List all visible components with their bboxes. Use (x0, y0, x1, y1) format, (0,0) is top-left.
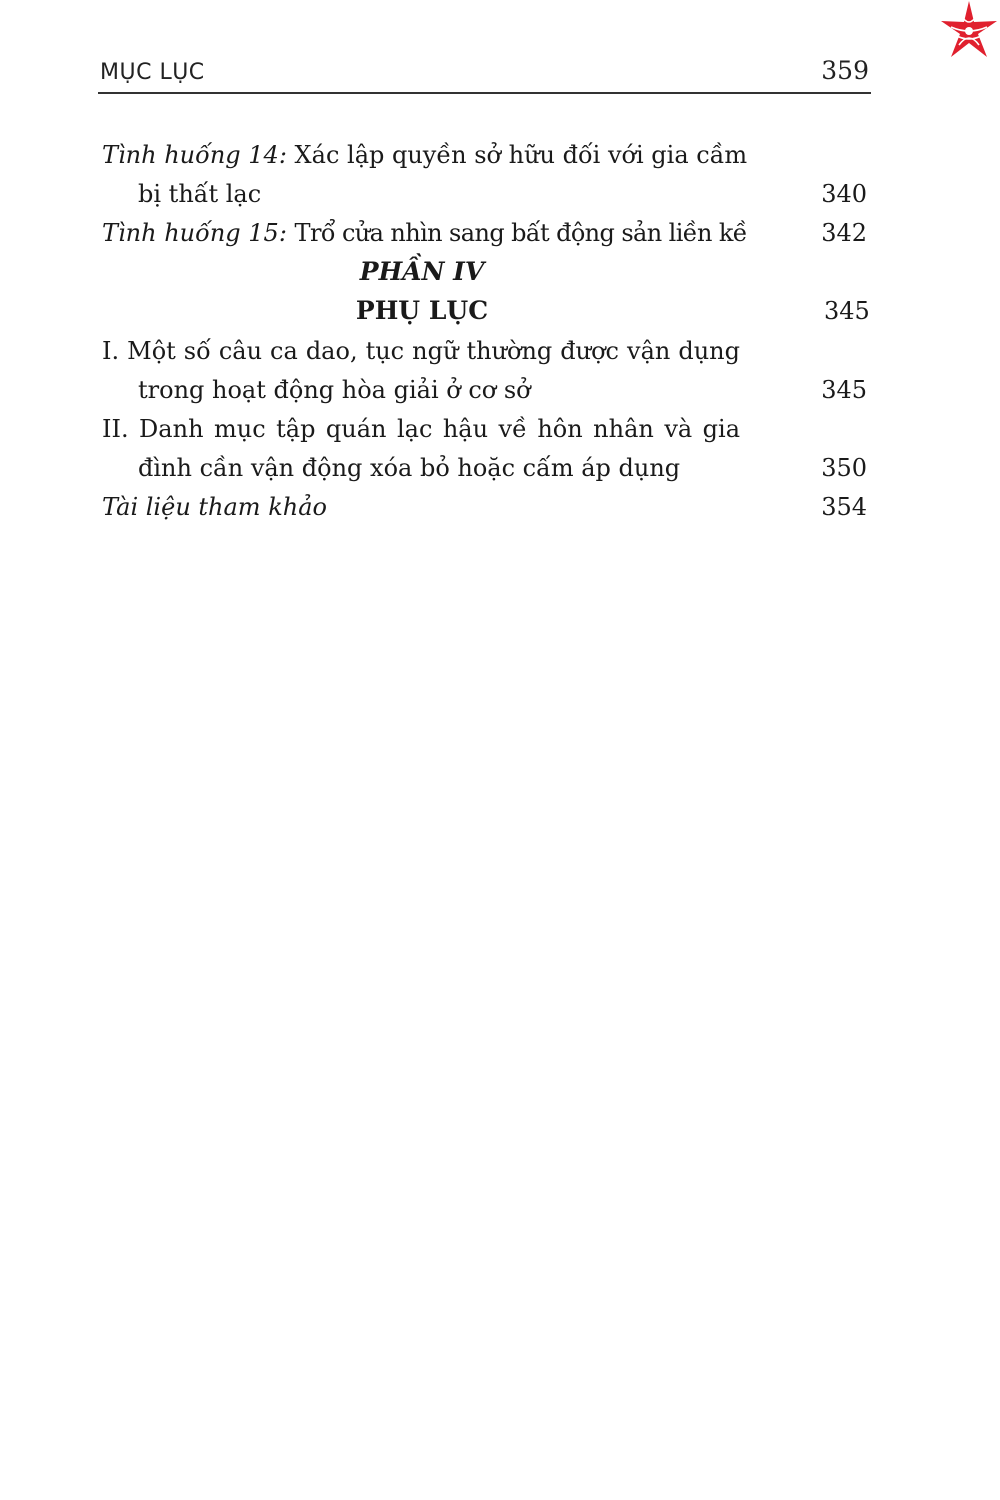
toc-entry-label: Tình huống 14: (102, 141, 287, 169)
toc-entry-label: Tình huống 15: (102, 219, 287, 247)
header-title: MỤC LỤC (100, 60, 205, 85)
toc-entry-appendix-1-line1 (102, 333, 867, 369)
toc-entry-text: bị thất lạc (138, 180, 262, 208)
toc-entry-appendix-1-line2 (102, 372, 867, 408)
toc-entry-text: II. Danh mục tập quán lạc hậu về hôn nhân và gia (102, 415, 740, 443)
toc-entry-references (102, 489, 867, 525)
toc-page-number: 340 (821, 180, 867, 208)
toc-page-number: 345 (824, 297, 870, 325)
publisher-star-logo-icon (938, 0, 1000, 62)
toc-entry-text: đình cần vận động xóa bỏ hoặc cấm áp dụng (138, 454, 681, 482)
toc-entry-text: Trổ cửa nhìn sang bất động sản liền kề (294, 219, 747, 247)
part-subtitle (102, 292, 870, 330)
toc-entry-appendix-2-line1 (102, 411, 867, 447)
toc-entry-15 (102, 215, 867, 251)
toc-entry-text: Xác lập quyền sở hữu đối với gia cầm (294, 141, 748, 169)
running-header (98, 52, 871, 94)
part-title-text: PHẦN IV (359, 257, 485, 286)
part-title (102, 253, 742, 291)
part-subtitle-text: PHỤ LỤC (355, 296, 489, 325)
toc-entry-14-line2 (102, 176, 867, 212)
toc-entry-14-line1 (102, 137, 867, 173)
toc-page-number: 354 (821, 493, 867, 521)
toc-entry-text: Tài liệu tham khảo (102, 493, 327, 521)
toc-page-number: 345 (821, 376, 867, 404)
toc-page-number: 342 (821, 219, 867, 247)
toc-entry-appendix-2-line2 (102, 450, 867, 486)
toc-entry-text: trong hoạt động hòa giải ở cơ sở (138, 376, 531, 404)
toc-page-number: 350 (821, 454, 867, 482)
toc-entry-text: I. Một số câu ca dao, tục ngữ thường được vận dụng (102, 337, 740, 365)
header-page-number: 359 (821, 56, 869, 85)
